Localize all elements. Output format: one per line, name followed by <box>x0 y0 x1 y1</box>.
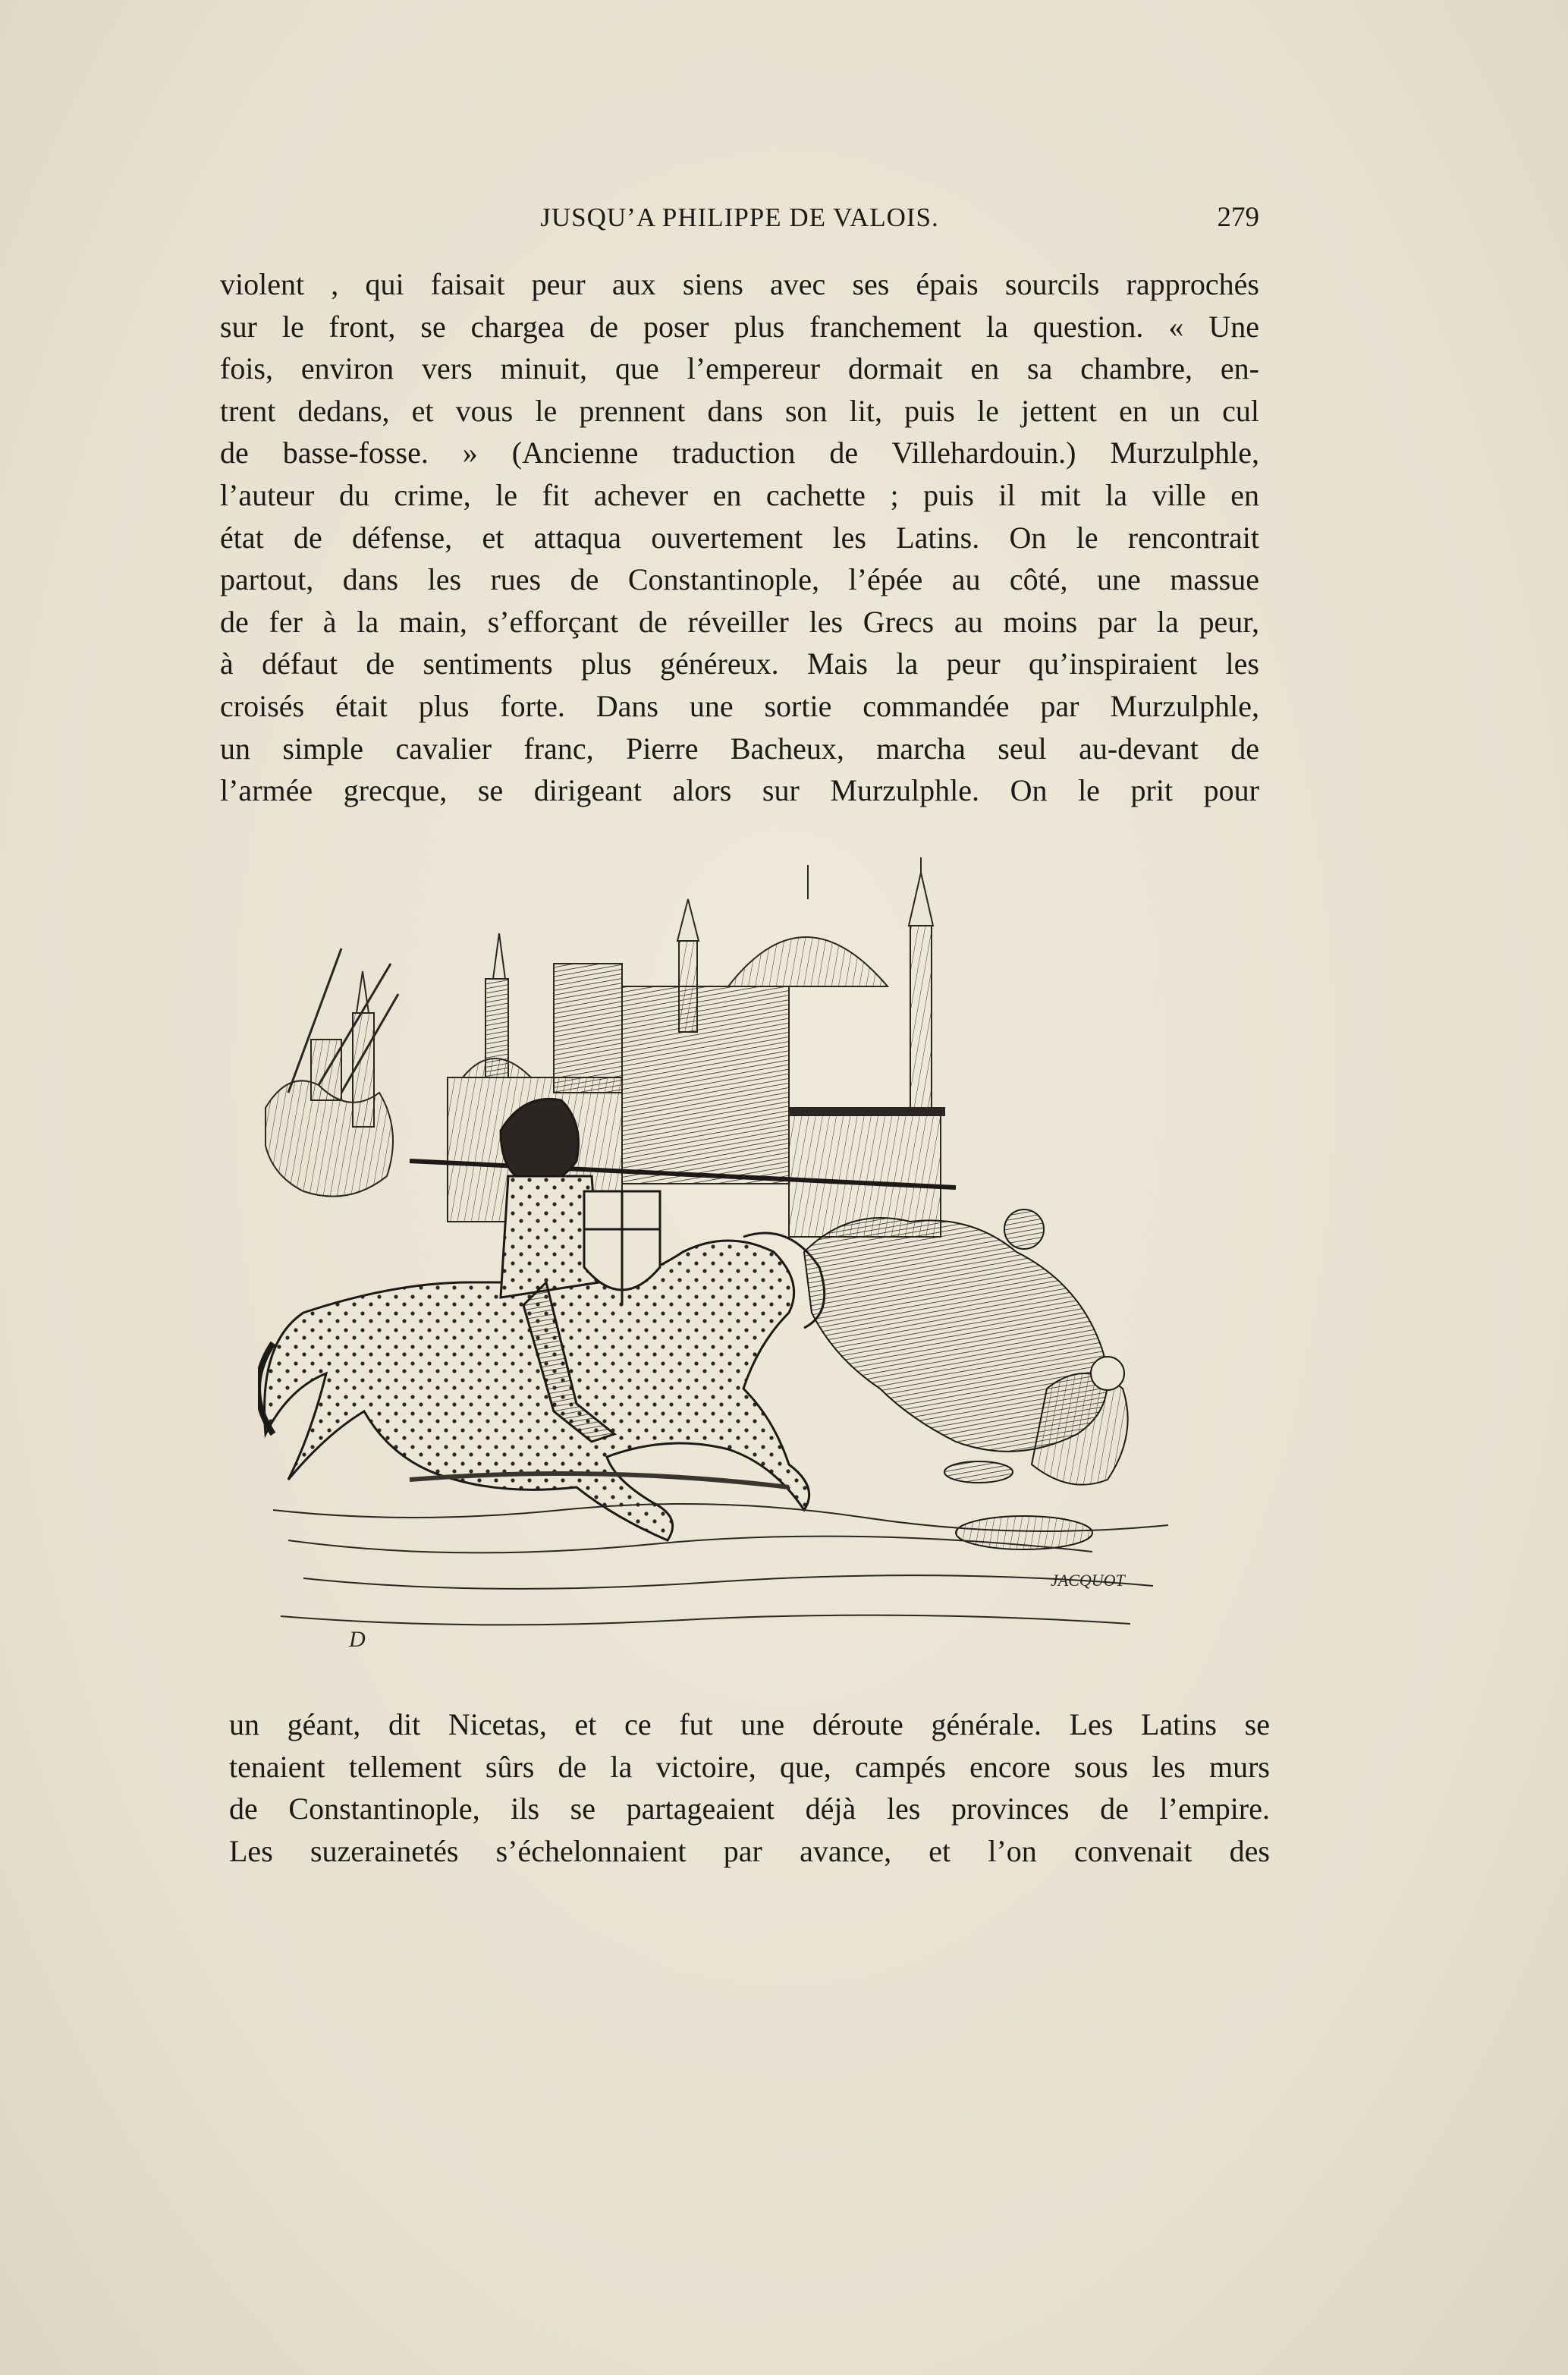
running-title: JUSQU’A PHILIPPE DE VALOIS. <box>540 203 939 232</box>
spears <box>288 948 398 1093</box>
text-line: un simple cavalier franc, Pierre Bacheux, marcha seul au-devant de <box>220 731 1259 766</box>
text-line: violent , qui faisait peur aux siens avec ses épais sourcils rapprochés <box>220 267 1259 301</box>
text-line: à défaut de sentiments plus généreux. Mais la peur qu’inspiraient les <box>220 646 1259 681</box>
text-line: l’armée grecque, se dirigeant alors sur Murzulphle. On le prit pour <box>220 773 1259 808</box>
engraver-signature: JACQUOT <box>1051 1571 1125 1590</box>
text-line: croisés était plus forte. Dans une sortie commandée par Murzulphle, <box>220 688 1259 723</box>
text-line: l’auteur du crime, le fit achever en cachette ; puis il mit la ville en <box>220 477 1259 512</box>
text-line: état de défense, et attaqua ouvertement les Latins. On le rencontrait <box>220 520 1259 555</box>
text-line: Les suzerainetés s’échelonnaient par avance, et l’on convenait des <box>229 1833 1270 1868</box>
engraving-knight-charging <box>258 857 1183 1654</box>
fleeing-soldiers <box>804 1210 1128 1485</box>
text-line: trent dedans, et vous le prennent dans son lit, puis le jettent en un cul <box>220 393 1259 428</box>
text-line: un géant, dit Nicetas, et ce fut une déroute générale. Les Latins se <box>229 1707 1270 1741</box>
text-line: tenaient tellement sûrs de la victoire, que, campés encore sous les murs <box>229 1749 1270 1784</box>
body-text-bottom <box>229 1703 1270 1872</box>
engraver-monogram: D <box>349 1627 366 1652</box>
text-line: de Constantinople, ils se partageaient déjà les provinces de l’empire. <box>229 1791 1270 1826</box>
body-text-top <box>220 263 1259 812</box>
text-line: partout, dans les rues de Constantinople, l’épée au côté, une massue <box>220 562 1259 597</box>
text-line: de fer à la main, s’efforçant de réveiller les Grecs au moins par la peur, <box>220 604 1259 639</box>
text-line: fois, environ vers minuit, que l’empereur dormait en sa chambre, en- <box>220 351 1259 386</box>
text-line: de basse-fosse. » (Ancienne traduction de Villehardouin.) Murzulphle, <box>220 436 1259 470</box>
city-walls <box>353 857 944 1237</box>
text-line: sur le front, se chargea de poser plus franchement la question. « Une <box>220 309 1259 344</box>
page-number: 279 <box>1217 202 1259 233</box>
running-head <box>220 199 1259 237</box>
